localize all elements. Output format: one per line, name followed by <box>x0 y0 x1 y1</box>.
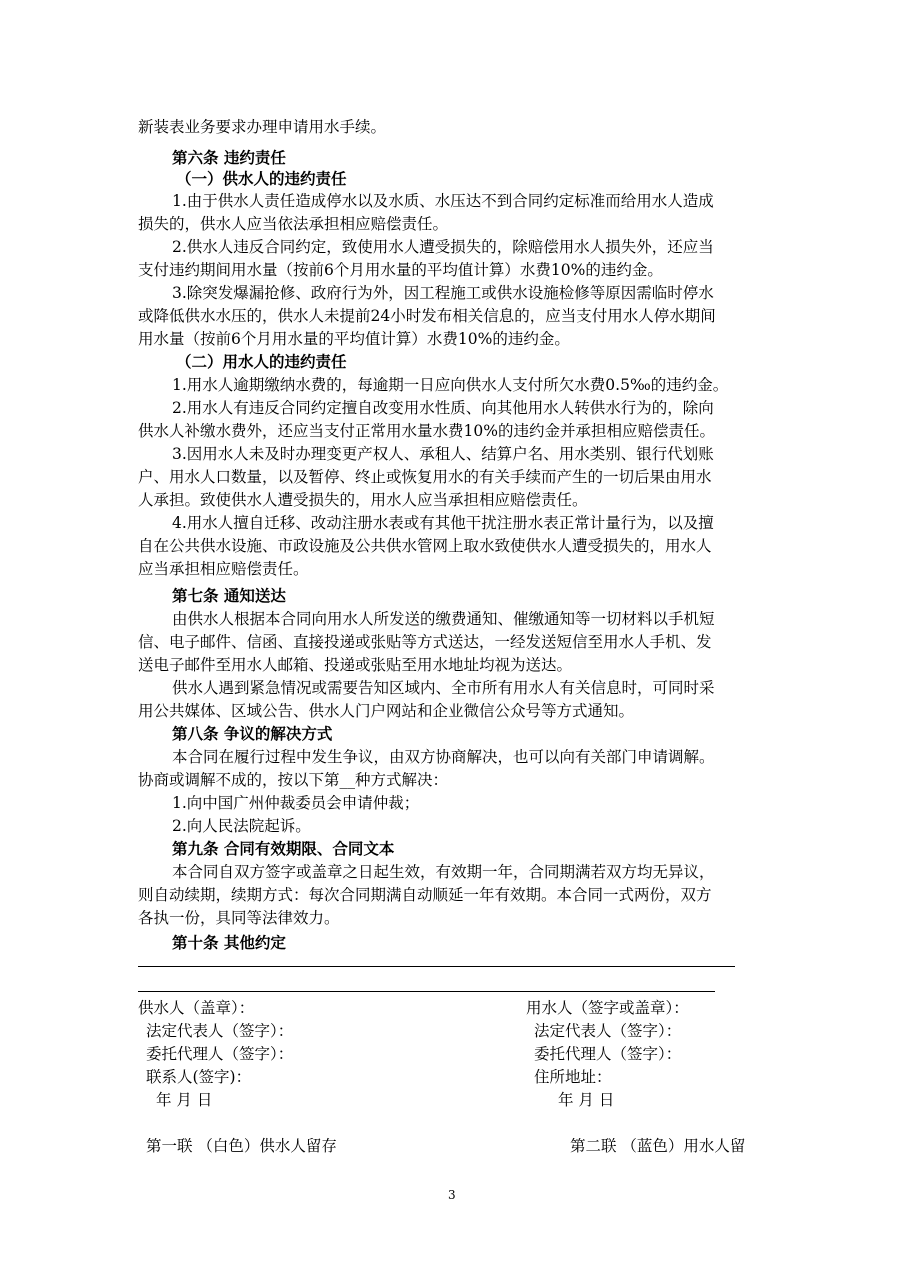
blank-line <box>138 991 715 992</box>
supplier-agent-label: 委托代理人（签字）： <box>146 1045 294 1063</box>
paragraph-line: 由供水人根据本合同向用水人所发送的缴费通知、催缴通知等一切材料以手机短 <box>172 610 715 628</box>
paragraph-line: 用公共媒体、区域公告、供水人门户网站和企业微信公众号等方式通知。 <box>138 702 635 720</box>
user-legal-rep-label: 法定代表人（签字）： <box>534 1022 682 1040</box>
supplier-date-label: 年 月 日 <box>156 1091 213 1109</box>
paragraph-line: 2.用水人有违反合同约定擅自改变用水性质、向其他用水人转供水行为的，除向 <box>172 399 714 417</box>
paragraph-line: 1.向中国广州仲裁委员会申请仲裁； <box>172 794 420 812</box>
paragraph-line: 应当承担相应赔偿责任。 <box>138 560 309 578</box>
paragraph-line: 则自动续期，续期方式：每次合同期满自动顺延一年有效期。本合同一式两份，双方 <box>138 886 712 904</box>
paragraph-line: 送电子邮件至用水人邮箱、投递或张贴至用水地址均视为送达。 <box>138 656 573 674</box>
paragraph-line: 新装表业务要求办理申请用水手续。 <box>138 118 387 136</box>
page-number: 3 <box>448 1188 456 1202</box>
paragraph-line: 供水人补缴水费外，还应当支付正常用水量水费10%的违约金并承担相应赔偿责任。 <box>138 422 715 440</box>
paragraph-line: 损失的，供水人应当依法承担相应赔偿责任。 <box>138 215 449 233</box>
supplier-legal-rep-label: 法定代表人（签字）： <box>146 1022 294 1040</box>
paragraph-line: 供水人遇到紧急情况或需要告知区域内、全市所有用水人有关信息时，可同时采 <box>172 679 715 697</box>
user-address-label: 住所地址： <box>534 1068 612 1086</box>
copy-two-label: 第二联 （蓝色）用水人留 <box>570 1137 746 1155</box>
paragraph-line: 支付违约期间用水量（按前6个月用水量的平均值计算）水费10%的违约金。 <box>138 261 663 279</box>
section-heading: 第六条 违约责任 <box>172 149 286 167</box>
section-heading: 第九条 合同有效期限、合同文本 <box>172 840 395 858</box>
paragraph-line: 2.向人民法院起诉。 <box>172 817 311 835</box>
paragraph-line: 信、电子邮件、信函、直接投递或张贴等方式送达，一经发送短信至用水人手机、发 <box>138 633 712 651</box>
paragraph-line: 1.用水人逾期缴纳水费的，每逾期一日应向供水人支付所欠水费0.5‰的违约金。 <box>172 376 729 394</box>
paragraph-line: 各执一份，具同等法律效力。 <box>138 909 340 927</box>
section-heading: 第七条 通知送达 <box>172 587 286 605</box>
paragraph-line: 2.供水人违反合同约定，致使用水人遭受损失的，除赔偿用水人损失外，还应当 <box>172 238 714 256</box>
subsection-heading: （一）供水人的违约责任 <box>176 170 347 188</box>
paragraph-line: 人承担。致使供水人遭受损失的，用水人应当承担相应赔偿责任。 <box>138 491 588 509</box>
supplier-seal-label: 供水人（盖章）： <box>138 999 255 1017</box>
section-heading: 第十条 其他约定 <box>172 934 286 952</box>
paragraph-line: 4.用水人擅自迁移、改动注册水表或有其他干扰注册水表正常计量行为，以及擅 <box>172 514 714 532</box>
paragraph-line: 1.由于供水人责任造成停水以及水质、水压达不到合同约定标准而给用水人造成 <box>172 192 714 210</box>
paragraph-line: 本合同自双方签字或盖章之日起生效，有效期一年，合同期满若双方均无异议， <box>172 863 715 881</box>
paragraph-line: 或降低供水水压的，供水人未提前24小时发布相关信息的，应当支付用水人停水期间 <box>138 307 716 325</box>
paragraph-line: 协商或调解不成的，按以下第__种方式解决： <box>138 771 449 789</box>
paragraph-line: 3.除突发爆漏抢修、政府行为外，因工程施工或供水设施检修等原因需临时停水 <box>172 284 714 302</box>
copy-one-label: 第一联 （白色）供水人留存 <box>146 1137 337 1155</box>
paragraph-line: 户、用水人口数量，以及暂停、终止或恢复用水的有关手续而产生的一切后果由用水 <box>138 468 712 486</box>
section-heading: 第八条 争议的解决方式 <box>172 725 333 743</box>
paragraph-line: 3.因用水人未及时办理变更产权人、承租人、结算户名、用水类别、银行代划账 <box>172 445 714 463</box>
supplier-contact-label: 联系人(签字)： <box>146 1068 252 1086</box>
paragraph-line: 用水量（按前6个月用水量的平均值计算）水费10%的违约金。 <box>138 330 570 348</box>
subsection-heading: （二）用水人的违约责任 <box>176 353 347 371</box>
paragraph-line: 本合同在履行过程中发生争议，由双方协商解决，也可以向有关部门申请调解。 <box>172 748 715 766</box>
paragraph-line: 自在公共供水设施、市政设施及公共供水管网上取水致使供水人遭受损失的，用水人 <box>138 537 712 555</box>
user-signature-label: 用水人（签字或盖章）： <box>526 999 689 1017</box>
user-date-label: 年 月 日 <box>558 1091 615 1109</box>
user-agent-label: 委托代理人（签字）： <box>534 1045 682 1063</box>
blank-line <box>138 966 735 967</box>
